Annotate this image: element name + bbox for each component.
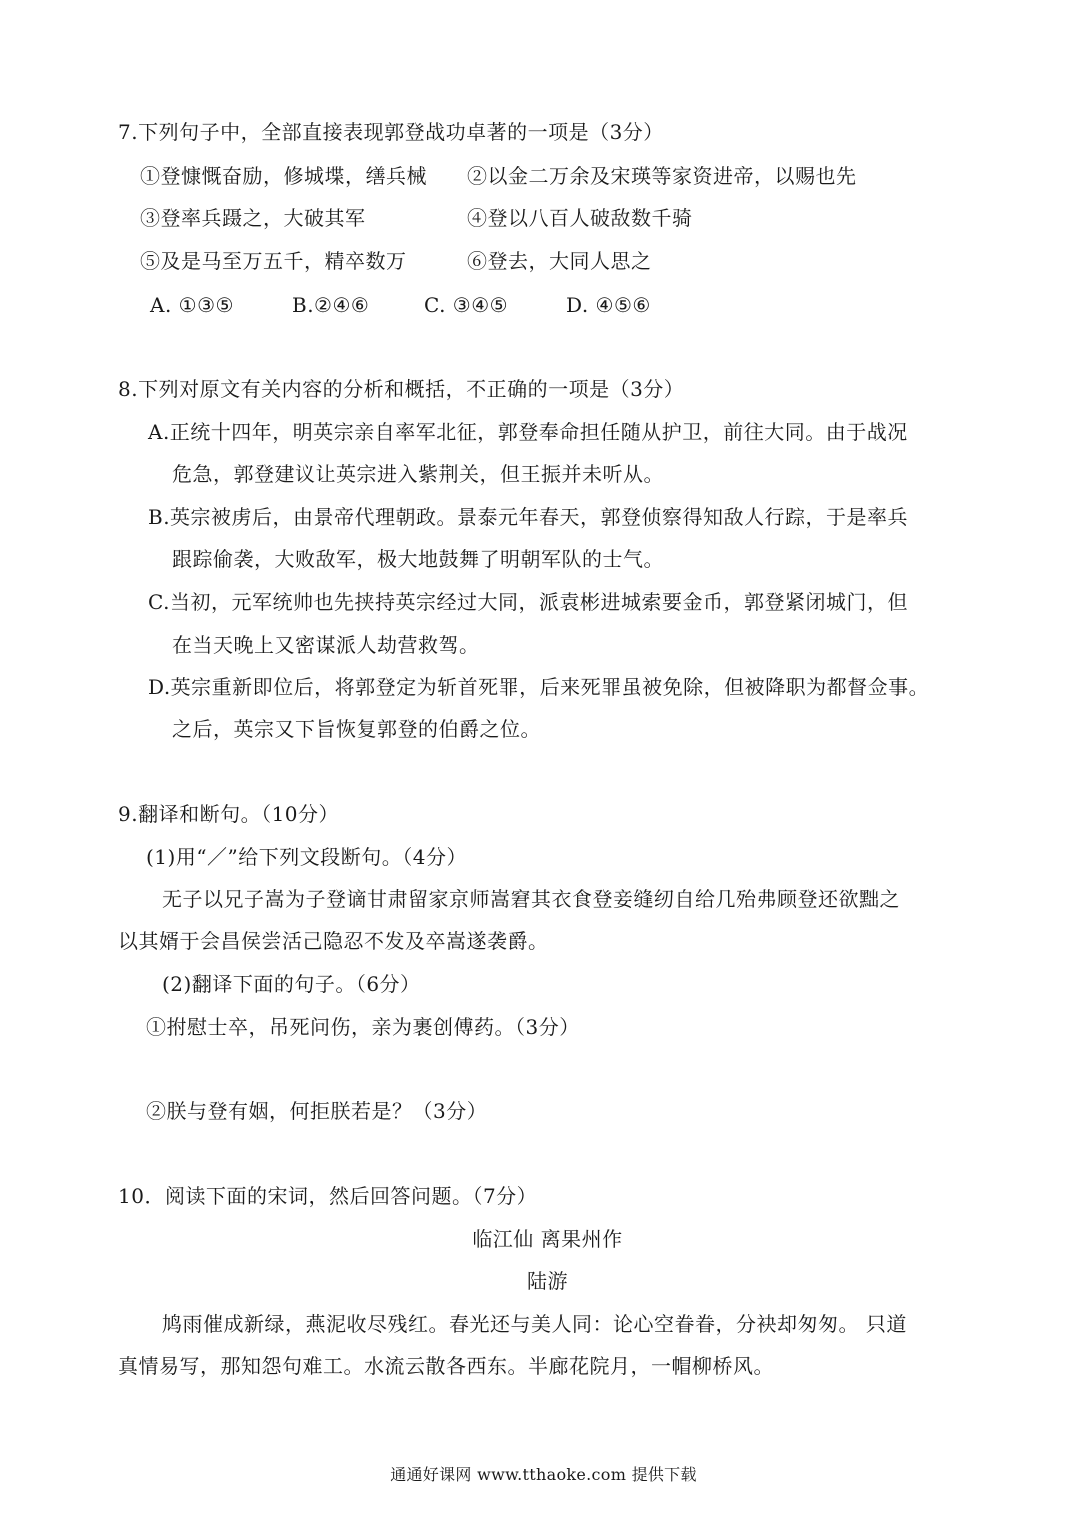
q9-passage-line1: 无子以兄子嵩为子登谪甘肃留家京师嵩窘其衣食登妾缝纫自给几殆弗顾登还欲黜之 bbox=[162, 887, 900, 911]
q8-stem: 8.下列对原文有关内容的分析和概括，不正确的一项是（3分） bbox=[118, 377, 685, 401]
poem-author: 陆游 bbox=[527, 1269, 568, 1293]
q7-item-1: ①登慷慨奋励，修城堞，缮兵械 bbox=[140, 164, 427, 188]
q9-part1: (1)用“／”给下列文段断句。（4分） bbox=[146, 845, 468, 869]
q9-part2: (2)翻译下面的句子。（6分） bbox=[162, 972, 421, 996]
q8-option-a-line2: 危急，郭登建议让英宗进入紫荆关，但王振并未听从。 bbox=[172, 462, 664, 486]
q9-sentence2: ②朕与登有姻，何拒朕若是？（3分） bbox=[146, 1099, 488, 1123]
q7-item-3: ③登率兵蹑之，大破其军 bbox=[140, 206, 366, 230]
q7-stem: 7.下列句子中，全部直接表现郭登战功卓著的一项是（3分） bbox=[118, 120, 664, 144]
q9-passage-line2: 以其婿于会昌侯尝活己隐忍不发及卒嵩遂袭爵。 bbox=[118, 929, 549, 953]
q7-option-d: D. ④⑤⑥ bbox=[566, 293, 651, 317]
poem-title: 临江仙 离果州作 bbox=[472, 1227, 623, 1251]
q8-option-b-line2: 跟踪偷袭，大败敌军，极大地鼓舞了明朝军队的士气。 bbox=[172, 547, 664, 571]
q7-item-2: ②以金二万余及宋瑛等家资进帝，以赐也先 bbox=[467, 164, 857, 188]
q8-option-b-line1: B.英宗被虏后，由景帝代理朝政。景泰元年春天，郭登侦察得知敌人行踪，于是率兵 bbox=[148, 505, 909, 529]
q7-item-5: ⑤及是马至万五千，精卒数万 bbox=[140, 249, 407, 273]
q10-stem: 10．阅读下面的宋词，然后回答问题。（7分） bbox=[118, 1184, 538, 1208]
q9-sentence1: ①拊慰士卒，吊死问伤，亲为裹创傅药。（3分） bbox=[146, 1015, 580, 1039]
q7-item-4: ④登以八百人破敌数千骑 bbox=[467, 206, 693, 230]
q7-option-c: C. ③④⑤ bbox=[424, 293, 509, 317]
poem-line1: 鸠雨催成新绿，燕泥收尽残红。春光还与美人同：论心空眷眷，分袂却匆匆。 只道 bbox=[162, 1312, 907, 1336]
q7-option-b: B.②④⑥ bbox=[292, 293, 370, 317]
q8-option-d-line1: D.英宗重新即位后，将郭登定为斩首死罪，后来死罪虽被免除，但被降职为都督佥事。 bbox=[148, 675, 930, 699]
q9-stem: 9.翻译和断句。（10分） bbox=[118, 802, 340, 826]
q8-option-a-line1: A.正统十四年，明英宗亲自率军北征，郭登奉命担任随从护卫，前往大同。由于战况 bbox=[148, 420, 908, 444]
q8-option-d-line2: 之后，英宗又下旨恢复郭登的伯爵之位。 bbox=[172, 717, 541, 741]
page-footer: 通通好课网 www.tthaoke.com 提供下载 bbox=[390, 1465, 697, 1484]
q7-option-a: A. ①③⑤ bbox=[150, 293, 234, 317]
q8-option-c-line1: C.当初，元军统帅也先挟持英宗经过大同，派袁彬进城索要金币，郭登紧闭城门，但 bbox=[148, 590, 908, 614]
poem-line2: 真情易写，那知怨句难工。水流云散各西东。半廊花院月，一帽柳桥风。 bbox=[118, 1354, 774, 1378]
q8-option-c-line2: 在当天晚上又密谋派人劫营救驾。 bbox=[172, 633, 480, 657]
q7-item-6: ⑥登去，大同人思之 bbox=[467, 249, 652, 273]
